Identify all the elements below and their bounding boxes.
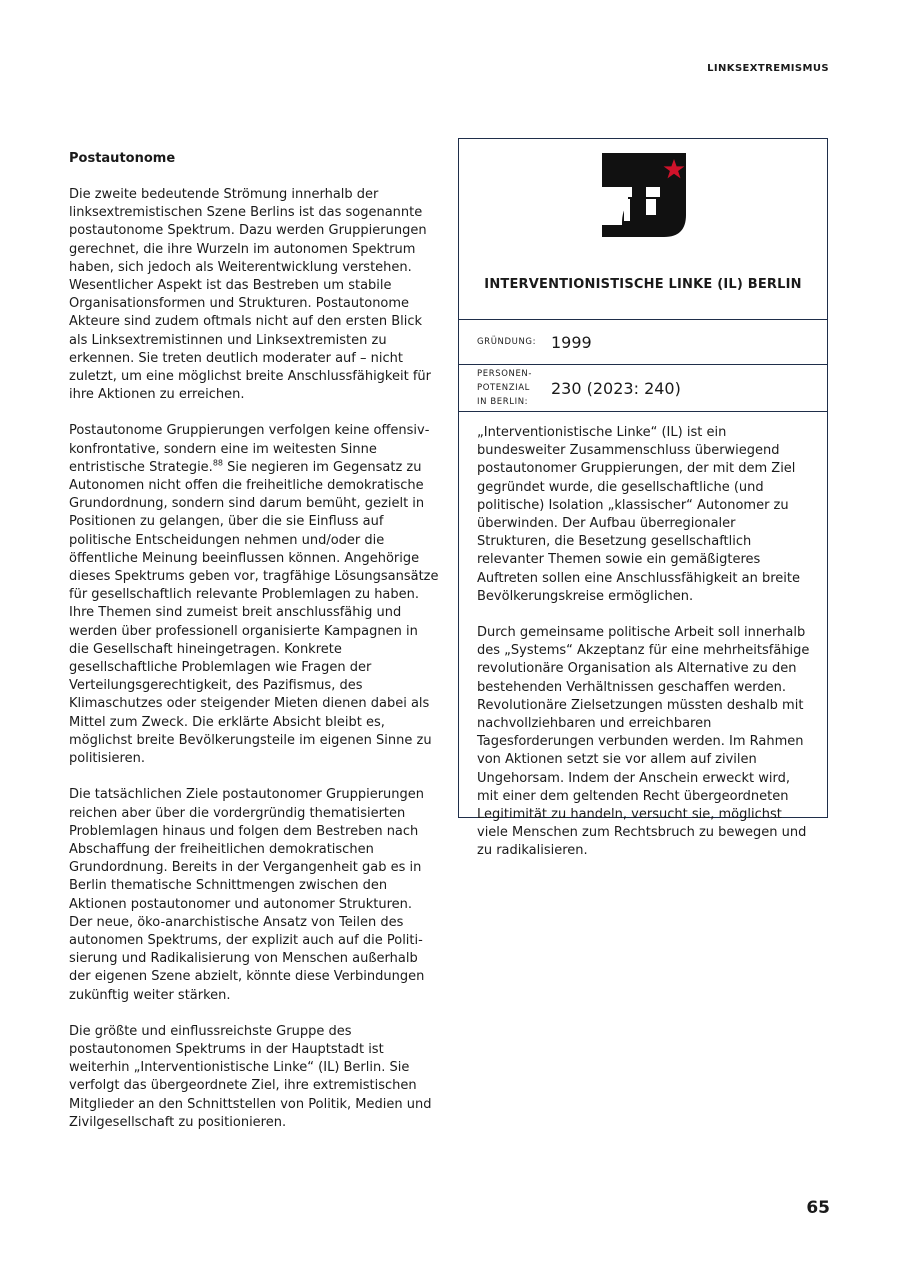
il-logo-icon	[600, 151, 690, 241]
fact-box-body	[459, 412, 827, 861]
potential-label-line-2: POTENZIAL	[477, 383, 531, 393]
paragraph-4: Die größte und einflussreichste Gruppe des postautonomen Spektrums in der Hauptstadt ist weiterhin „Interventionistische Linke“ (IL) Berlin. Sie verfolgt das übergeordnete Ziel, ihre extremistischen Mitglieder an den Schnittstellen von Politik, Medien und Zivilgesellschaft zu positionieren.	[69, 1023, 432, 1130]
fact-box-paragraph-2: Durch gemeinsame politische Arbeit soll innerhalb des „Systems“ Akzeptanz für eine mehrheitsfähige revolutionäre Organisation als Alternative zu den bestehenden Verhältnissen geschaffen werden. Revolutionäre Zielsetzungen müssten deshalb mit nachvollziehbaren und erreichbaren Tagesforderungen verbunden werden. Im Rahmen von Aktionen setzt sie vor allem auf zivilen Ungehorsam. Indem der Anschein erweckt wird, mit einer dem geltenden Recht übergeordneten Legitimität zu handeln, versucht sie, möglichst viele Menschen zum Rechtsbruch zu bewegen und zu radikalisieren.	[477, 625, 810, 859]
section-heading: Postautonome	[69, 151, 176, 166]
footnote-ref[interactable]: 88	[212, 458, 223, 468]
fact-box-paragraph-1: „Interventionistische Linke“ (IL) ist ein bundesweiter Zusammenschluss überwiegend postautonomer Gruppierungen, der mit dem Ziel gegründet wurde, die gesellschaftliche (und politische) Isolation „klassischer“ Autonomer zu überwinden. Der Aufbau überregionaler Strukturen, die Besetzung gesellschaftlich relevanter Themen sowie ein gemäßigteres Auftreten sollen eine Anschlussfähigkeit an breite Bevölkerungskreise ermöglichen.	[477, 425, 800, 604]
founding-value: 1999	[551, 332, 592, 352]
paragraph-2-rest: Sie negieren im Gegensatz zu Autonomen nicht offen die freiheitliche demokratische Grundordnung, sondern sind darum bemüht, gezielt in Positionen zu gelangen, über die sie Einfluss auf politische Entscheidungen nehmen und/oder die öffentliche Meinung beeinflussen können. Angehörige dieses Spektrums geben vor, tragfähige Lösungsansätze für gesellschaftlich relevante Problemlagen zu haben. Ihre Themen sind zumeist breit anschlussfähig und werden über professionell organisierte Kampagnen in die Gesellschaft hineingetragen. Konkrete gesellschaftliche Problemlagen wie Fragen der Verteilungsgerechtigkeit, des Pazifismus, des Klimaschutzes oder steigender Mieten dienen dabei als Mittel zum Zweck. Die erklärte Absicht bleibt es, möglichst breite Bevölkerungsteile im eigenen Sinne zu politisieren.	[69, 459, 439, 767]
paragraph-1: Die zweite bedeutende Strömung innerhalb der linksextremistischen Szene Berlins ist das sogenannte postautonome Spektrum. Dazu werden Gruppierungen gerechnet, die ihre Wurzeln im autonomen Spektrum haben, sich jedoch als Weiterentwicklung verstehen. Wesentlicher Aspekt ist das Bestreben um stabile Organisationsformen und Strukturen. Postautonome Akteure sind zudem oftmals nicht auf den ersten Blick als Linksextremistinnen und Linksextremisten zu erkennen. Sie treten deutlich moderater auf – nicht zuletzt, um eine möglichst breite Anschlussfähigkeit für ihre Aktionen zu erreichen.	[69, 187, 432, 403]
fact-box-title: INTERVENTIONISTISCHE LINKE (IL) BERLIN	[484, 277, 802, 292]
paragraph-3: Die tatsächlichen Ziele postautonomer Gruppierungen reichen aber über die vordergründig thematisierten Problemlagen hinaus und folgen dem Bestreben nach Abschaffung der freiheitlichen demokratischen Grundordnung. Bereits in der Vergangenheit gab es in Berlin thematische Schnittmengen zwischen den Aktionen postautonomer und autonomer Strukturen. Der neue, öko-anarchistische Ansatz von Teilen des autonomen Spektrums, der explizit auch auf die Politisierung und Radikalisierung von Menschen außerhalb der eigenen Szene abzielt, könnte diese Verbindungen zukünftig weiter stärken.	[69, 787, 425, 1003]
paragraph-2	[69, 422, 439, 768]
potential-row	[459, 365, 827, 412]
fact-box-header	[459, 139, 827, 320]
fact-box	[458, 138, 828, 859]
page-number: 65	[806, 1198, 830, 1218]
running-head: LINKSEXTREMISMUS	[707, 63, 829, 74]
potential-label	[459, 367, 551, 409]
founding-row	[459, 320, 827, 365]
founding-label: GRÜNDUNG:	[477, 337, 537, 347]
article-column	[69, 150, 439, 1150]
paragraph-2-start: Postautonome Gruppierungen verfolgen keine offensivkonfrontative, sondern eine im weitesten Sinne entristische Strategie.	[69, 423, 430, 475]
potential-label-line-1: PERSONEN-	[477, 369, 533, 379]
potential-label-line-3: IN BERLIN:	[477, 397, 529, 407]
potential-value: 230 (2023: 240)	[551, 378, 681, 398]
